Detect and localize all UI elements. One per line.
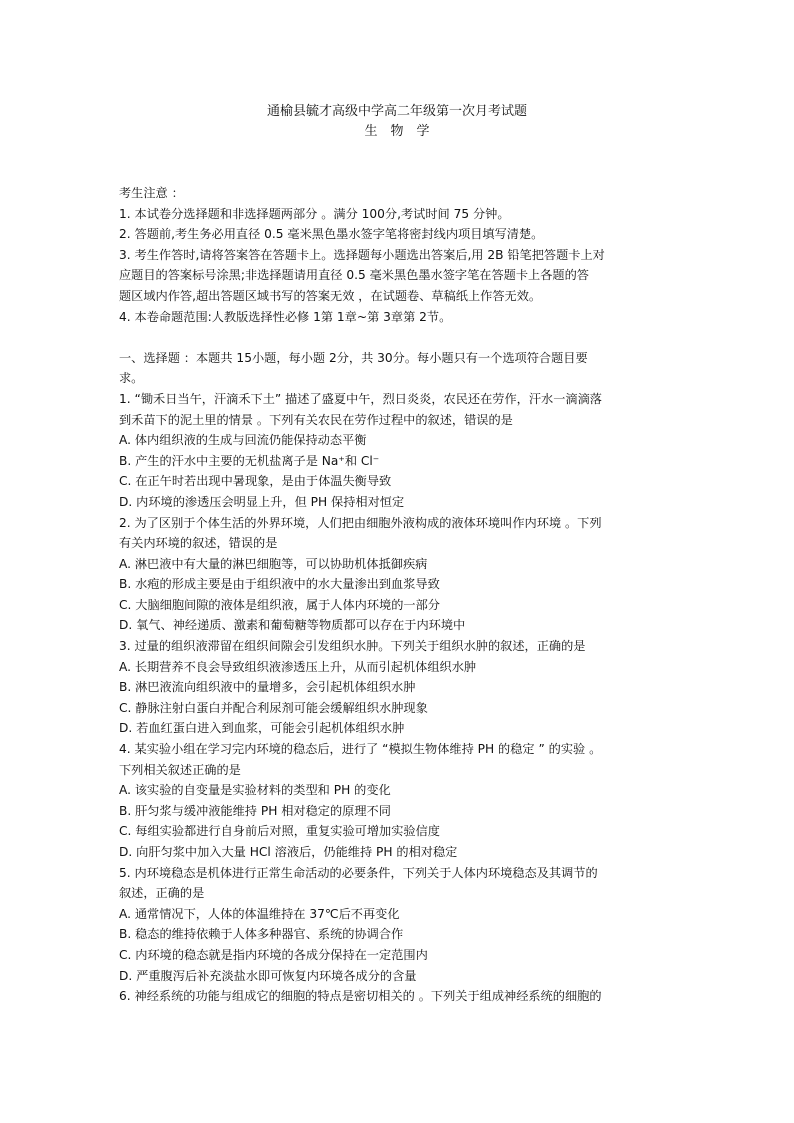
option-line: D. 严重腹泻后补充淡盐水即可恢复内环境各成分的含量 xyxy=(119,968,417,983)
question-line: 叙述，正确的是 xyxy=(119,886,205,901)
notice-item: 3. 考生作答时,请将答案答在答题卡上。选择题每小题选出答案后,用 2B 铅笔把答题卡上对 xyxy=(119,247,605,262)
option-line: D. 内环境的渗透压会明显上升，但 PH 保持相对恒定 xyxy=(119,494,405,509)
question-line: 下列相关叙述正确的是 xyxy=(119,762,241,777)
option-line: D. 氧气、神经递质、激素和葡萄糖等物质都可以存在于内环境中 xyxy=(119,618,466,633)
question-line: 6. 神经系统的功能与组成它的细胞的特点是密切相关的 。下列关于组成神经系统的细胞的 xyxy=(119,989,602,1004)
question-line: 5. 内环境稳态是机体进行正常生命活动的必要条件，下列关于人体内环境稳态及其调节的 xyxy=(119,865,598,880)
option-line: B. 产生的汗水中主要的无机盐离子是 Na⁺和 Cl⁻ xyxy=(119,453,380,468)
section-heading: 求。 xyxy=(119,371,144,386)
exam-title: 通榆县毓才高级中学高二年级第一次月考试题 xyxy=(266,104,527,119)
notice-item: 题区域内作答,超出答题区域书写的答案无效 ，在试题卷、草稿纸上作答无效。 xyxy=(119,288,542,303)
option-line: B. 淋巴液流向组织液中的量增多，会引起机体组织水肿 xyxy=(119,680,416,695)
option-line: B. 稳态的维持依赖于人体多种器官、系统的协调合作 xyxy=(119,927,404,942)
question-line: 有关内环境的叙述，错误的是 xyxy=(119,536,278,551)
option-line: A. 体内组织液的生成与回流仍能保持动态平衡 xyxy=(119,433,367,448)
exam-body xyxy=(119,183,679,1007)
question-line: 4. 某实验小组在学习完内环境的稳态后，进行了 “模拟生物体维持 PH 的稳定 ” 的实验 。 xyxy=(119,742,602,757)
option-line: C. 每组实验都进行自身前后对照，重复实验可增加实验信度 xyxy=(119,824,440,839)
option-line: B. 肝匀浆与缓冲液能维持 PH 相对稳定的原理不同 xyxy=(119,803,391,818)
option-line: C. 静脉注射白蛋白并配合利尿剂可能会缓解组织水肿现象 xyxy=(119,700,428,715)
option-line: A. 淋巴液中有大量的淋巴细胞等，可以协助机体抵御疾病 xyxy=(119,556,428,571)
notice-item: 1. 本试卷分选择题和非选择题两部分 。满分 100分,考试时间 75 分钟。 xyxy=(119,206,510,221)
option-line: C. 大脑细胞间隙的液体是组织液，属于人体内环境的一部分 xyxy=(119,597,440,612)
option-line: D. 若血红蛋白进入到血浆，可能会引起机体组织水肿 xyxy=(119,721,405,736)
option-line: A. 通常情况下，人体的体温维持在 37℃后不再变化 xyxy=(119,906,400,921)
spacer xyxy=(119,327,679,348)
notice-item: 2. 答题前,考生务必用直径 0.5 毫米黑色墨水签字笔将密封线内项目填写清楚。 xyxy=(119,227,544,242)
question-line: 2. 为了区别于个体生活的外界环境，人们把由细胞外液构成的液体环境叫作内环境 。下列 xyxy=(119,515,602,530)
section-heading: 一、选择题 ：本题共 15小题，每小题 2分，共 30分。每小题只有一个选项符合题目要 xyxy=(119,350,588,365)
question-line: 1. “锄禾日当午，汗滴禾下土” 描述了盛夏中午，烈日炎炎，农民还在劳作，汗水一滴滴落 xyxy=(119,391,602,406)
option-line: D. 向肝匀浆中加入大量 HCl 溶液后，仍能维持 PH 的相对稳定 xyxy=(119,845,458,859)
subject-title: 生 物 学 xyxy=(364,124,430,139)
notice-item: 应题目的答案标号涂黑;非选择题请用直径 0.5 毫米黑色墨水签字笔在答题卡上各题的答 xyxy=(119,268,589,283)
option-line: A. 长期营养不良会导致组织液渗透压上升，从而引起机体组织水肿 xyxy=(119,659,477,674)
option-line: C. 内环境的稳态就是指内环境的各成分保持在一定范围内 xyxy=(119,947,428,962)
notice-item: 4. 本卷命题范围:人教版选择性必修 1第 1章~第 3章第 2节。 xyxy=(119,309,452,324)
question-line: 到禾苗下的泥土里的情景 。下列有关农民在劳作过程中的叙述，错误的是 xyxy=(119,412,513,427)
option-line: B. 水疱的形成主要是由于组织液中的水大量渗出到血浆导致 xyxy=(119,577,440,592)
question-line: 3. 过量的组织液滞留在组织间隙会引发组织水肿。下列关于组织水肿的叙述，正确的是 xyxy=(119,639,586,654)
option-line: C. 在正午时若出现中暑现象，是由于体温失衡导致 xyxy=(119,474,392,489)
option-line: A. 该实验的自变量是实验材料的类型和 PH 的变化 xyxy=(119,783,391,798)
notice-heading: 考生注意 ： xyxy=(119,186,184,200)
